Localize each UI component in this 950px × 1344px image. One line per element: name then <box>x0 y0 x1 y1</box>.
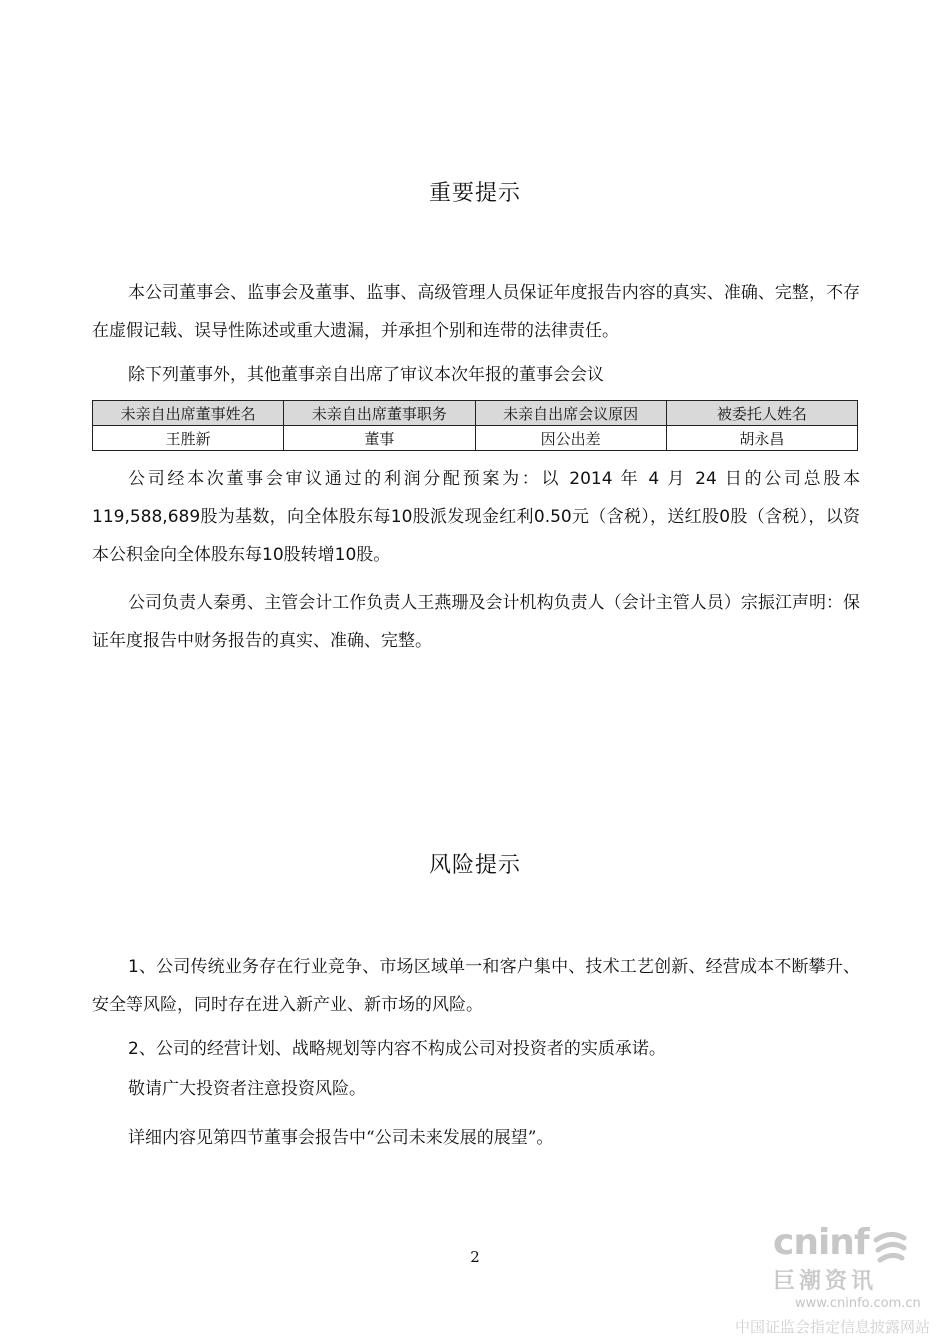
bonus-shares: 0 <box>719 507 731 527</box>
details-reference: 详细内容见第四节董事会报告中“公司未来发展的展望”。 <box>128 1128 554 1148</box>
responsible-persons-statement: 公司负责人秦勇、主管会计工作负责人王燕珊及会计机构负责人（会计主管人员）宗振江声明：保证年度报告中财务报告的真实、准确、完整。 <box>92 593 860 651</box>
dividend-plan: 公司经本次董事会审议通过的利润分配预案为：以 2014 年 4 月 24 日的公司总股本119,588,689股为基数，向全体股东每10股派发现金红利0.50元（含税），送红股0股（含税），以资本公积金向全体股东每10股转增10股。 <box>92 469 861 565</box>
watermark-name-cn: 巨潮资讯 <box>773 1269 878 1294</box>
cell-absence-reason: 因公出差 <box>475 426 666 451</box>
risk-notice-title: 风险提示 <box>428 853 521 878</box>
absent-directors-table <box>92 400 858 451</box>
absent-directors-intro: 除下列董事外，其他董事亲自出席了审议本次年报的董事会会议 <box>128 365 604 385</box>
dividend-year: 2014 <box>569 469 613 489</box>
important-notice-title: 重要提示 <box>428 181 521 206</box>
risk-item-1: 1、公司传统业务存在行业竞争、市场区域单一和客户集中、技术工艺创新、经营成本不断攀升、安全等风险，同时存在进入新产业、新市场的风险。 <box>92 957 860 1015</box>
watermark-url: www.cninfo.com.cn <box>795 1296 921 1311</box>
risk-item-2: 2、公司的经营计划、战略规划等内容不构成公司对投资者的实质承诺。 <box>128 1039 666 1059</box>
watermark-tagline: 中国证监会指定信息披露网站 <box>735 1318 931 1336</box>
table-row <box>93 426 858 451</box>
dividend-month: 4 <box>648 469 660 489</box>
cninfo-logo-icon <box>870 1226 910 1266</box>
header-absent-director-name: 未亲自出席董事姓名 <box>93 401 284 426</box>
transfer-shares: 10 <box>334 545 357 565</box>
table-header-row <box>93 401 858 426</box>
header-absent-director-position: 未亲自出席董事职务 <box>284 401 475 426</box>
header-absence-reason: 未亲自出席会议原因 <box>475 401 666 426</box>
guarantee-statement: 本公司董事会、监事会及董事、监事、高级管理人员保证年度报告内容的真实、准确、完整，不存在虚假记载、误导性陈述或重大遗漏，并承担个别和连带的法律责任。 <box>92 283 860 341</box>
dividend-day: 24 <box>695 469 717 489</box>
cell-director-position: 董事 <box>284 426 475 451</box>
page-number: 2 <box>470 1248 480 1266</box>
investor-caution: 敬请广大投资者注意投资风险。 <box>128 1079 366 1099</box>
cninfo-watermark <box>735 1222 947 1342</box>
watermark-brand: cninf <box>773 1222 869 1263</box>
cash-dividend: 0.50 <box>533 507 572 527</box>
header-proxy-name: 被委托人姓名 <box>666 401 857 426</box>
cell-director-name: 王胜新 <box>93 426 284 451</box>
cell-proxy-name: 胡永昌 <box>666 426 857 451</box>
total-shares: 119,588,689 <box>92 507 201 527</box>
